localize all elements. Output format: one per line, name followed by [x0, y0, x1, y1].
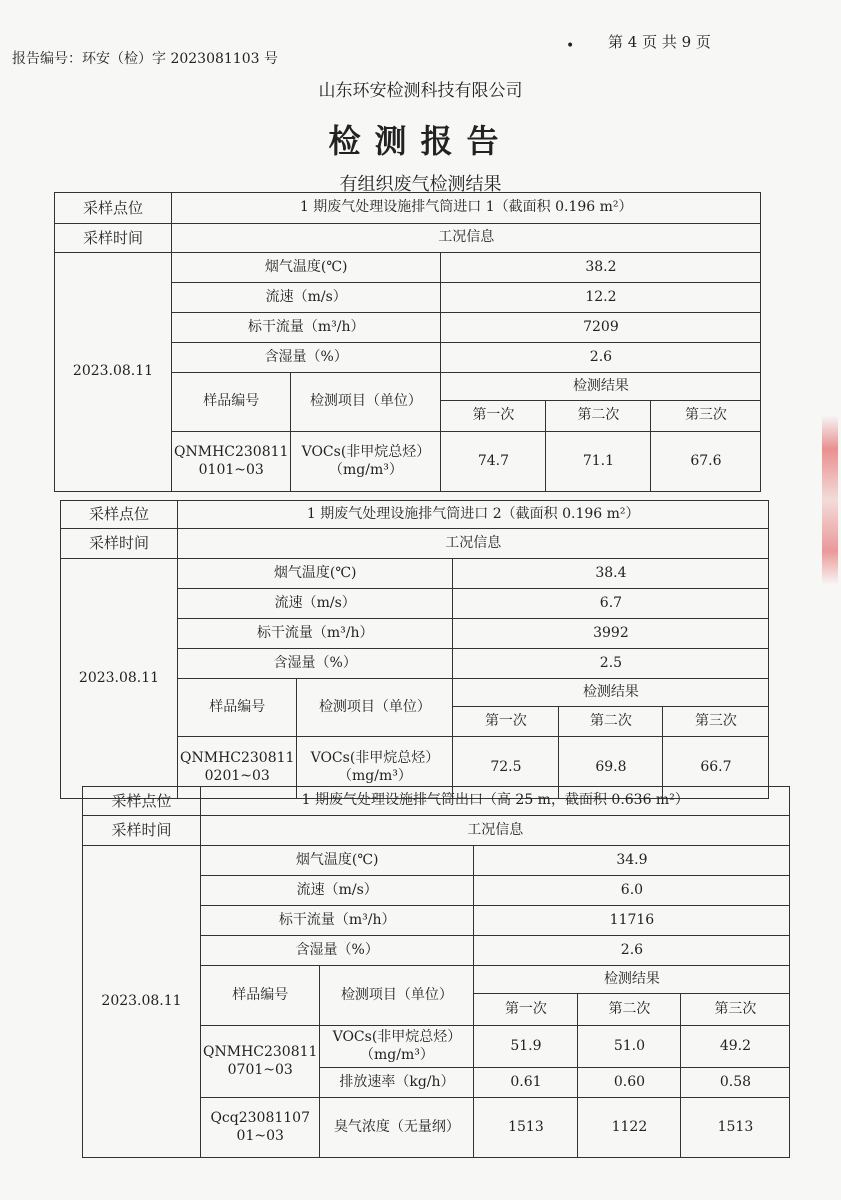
- label-flue-temp: 烟气温度(℃): [172, 253, 441, 283]
- result-third: 66.7: [663, 737, 769, 799]
- sample-no-value: QNMHC230811 0701~03: [201, 1026, 320, 1098]
- results-table-1: [54, 192, 761, 492]
- moisture-value: 2.6: [441, 343, 761, 373]
- label-first: 第一次: [441, 401, 546, 432]
- label-velocity: 流速（m/s）: [178, 589, 453, 619]
- label-test-item: 检测项目（单位）: [291, 373, 441, 432]
- label-sampling-time: 采样时间: [83, 816, 201, 846]
- flue-temp-value: 34.9: [474, 846, 790, 876]
- label-velocity: 流速（m/s）: [172, 283, 441, 313]
- label-emission-rate: 排放速率（kg/h）: [320, 1068, 474, 1098]
- result-first: 51.9: [474, 1026, 578, 1068]
- results-table-2: [60, 500, 769, 799]
- label-second: 第二次: [578, 994, 681, 1026]
- std-flow-value: 3992: [453, 619, 769, 649]
- label-test-result: 检测结果: [441, 373, 761, 401]
- std-flow-value: 11716: [474, 906, 790, 936]
- result-first: 72.5: [453, 737, 559, 799]
- flue-temp-value: 38.2: [441, 253, 761, 283]
- odor-third: 1513: [681, 1098, 790, 1158]
- label-vocs: VOCs(非甲烷总烃）（mg/m³）: [320, 1026, 474, 1068]
- odor-second: 1122: [578, 1098, 681, 1158]
- label-moisture: 含湿量（%）: [178, 649, 453, 679]
- results-table-3: [82, 786, 790, 1158]
- odor-sample-no: Qcq23081107 01~03: [201, 1098, 320, 1158]
- sample-no-value: QNMHC230811 0101~03: [172, 432, 291, 492]
- seal-stamp: [822, 415, 838, 585]
- report-title: 检测报告: [328, 122, 513, 160]
- result-third: 67.6: [651, 432, 761, 492]
- result-third: 49.2: [681, 1026, 790, 1068]
- label-flue-temp: 烟气温度(℃): [178, 559, 453, 589]
- label-condition-info: 工况信息: [172, 224, 761, 253]
- velocity-value: 6.0: [474, 876, 790, 906]
- label-vocs: VOCs(非甲烷总烃）（mg/m³）: [291, 432, 441, 492]
- report-number: 报告编号：环安（检）字 2023081103 号: [12, 51, 278, 67]
- label-sampling-time: 采样时间: [61, 529, 178, 559]
- moisture-value: 2.6: [474, 936, 790, 966]
- odor-first: 1513: [474, 1098, 578, 1158]
- label-sampling-time: 采样时间: [55, 224, 172, 253]
- moisture-value: 2.5: [453, 649, 769, 679]
- flue-temp-value: 38.4: [453, 559, 769, 589]
- label-vocs: VOCs(非甲烷总烃）（mg/m³）: [297, 737, 453, 799]
- sampling-date: 2023.08.11: [83, 846, 201, 1158]
- std-flow-value: 7209: [441, 313, 761, 343]
- sample-no-value: QNMHC230811 0201~03: [178, 737, 297, 799]
- label-std-flow: 标干流量（m³/h）: [178, 619, 453, 649]
- label-sample-no: 样品编号: [172, 373, 291, 432]
- label-flue-temp: 烟气温度(℃): [201, 846, 474, 876]
- label-test-item: 检测项目（单位）: [297, 679, 453, 737]
- result-second: 69.8: [559, 737, 663, 799]
- rate-third: 0.58: [681, 1068, 790, 1098]
- label-first: 第一次: [474, 994, 578, 1026]
- label-moisture: 含湿量（%）: [172, 343, 441, 373]
- rate-second: 0.60: [578, 1068, 681, 1098]
- sampling-point-value: 1 期废气处理设施排气筒进口 2（截面积 0.196 m²）: [178, 501, 769, 529]
- label-third: 第三次: [651, 401, 761, 432]
- label-third: 第三次: [681, 994, 790, 1026]
- label-test-result: 检测结果: [474, 966, 790, 994]
- label-odor: 臭气浓度（无量纲）: [320, 1098, 474, 1158]
- sampling-date: 2023.08.11: [61, 559, 178, 799]
- label-condition-info: 工况信息: [178, 529, 769, 559]
- sampling-date: 2023.08.11: [55, 253, 172, 492]
- result-second: 71.1: [546, 432, 651, 492]
- label-velocity: 流速（m/s）: [201, 876, 474, 906]
- page-indicator: 第 4 页 共 9 页: [608, 33, 711, 51]
- label-sampling-point: 采样点位: [55, 193, 172, 224]
- label-second: 第二次: [559, 707, 663, 737]
- label-sample-no: 样品编号: [178, 679, 297, 737]
- label-std-flow: 标干流量（m³/h）: [172, 313, 441, 343]
- label-second: 第二次: [546, 401, 651, 432]
- velocity-value: 6.7: [453, 589, 769, 619]
- label-test-item: 检测项目（单位）: [320, 966, 474, 1026]
- company-name: 山东环安检测科技有限公司: [318, 81, 523, 101]
- rate-first: 0.61: [474, 1068, 578, 1098]
- label-sampling-point: 采样点位: [61, 501, 178, 529]
- label-std-flow: 标干流量（m³/h）: [201, 906, 474, 936]
- report-subtitle: 有组织废气检测结果: [339, 174, 502, 195]
- mark-dot: •: [566, 38, 575, 54]
- label-third: 第三次: [663, 707, 769, 737]
- label-first: 第一次: [453, 707, 559, 737]
- label-condition-info: 工况信息: [201, 816, 790, 846]
- sampling-point-value: 1 期废气处理设施排气筒进口 1（截面积 0.196 m²）: [172, 193, 761, 224]
- result-first: 74.7: [441, 432, 546, 492]
- label-test-result: 检测结果: [453, 679, 769, 707]
- label-moisture: 含湿量（%）: [201, 936, 474, 966]
- result-second: 51.0: [578, 1026, 681, 1068]
- label-sampling-point: 采样点位: [83, 787, 201, 816]
- label-sample-no: 样品编号: [201, 966, 320, 1026]
- velocity-value: 12.2: [441, 283, 761, 313]
- sampling-point-value: 1 期废气处理设施排气筒出口（高 25 m，截面积 0.636 m²）: [201, 787, 790, 816]
